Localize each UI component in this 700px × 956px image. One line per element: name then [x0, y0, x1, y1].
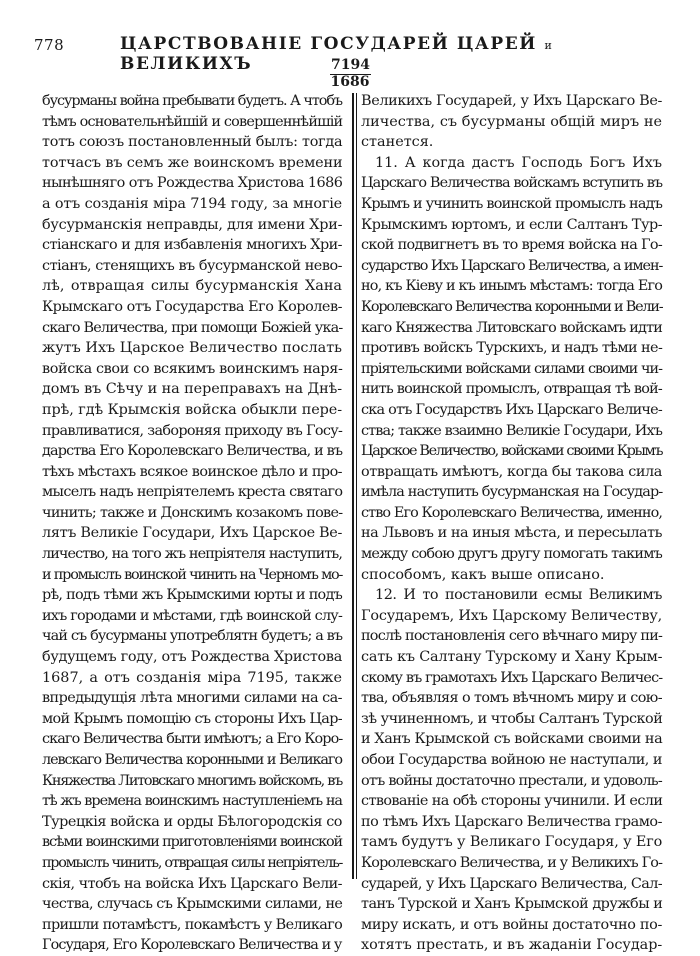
text-line: 11. А когда дастъ Господь Богъ Ихъ — [375, 154, 662, 171]
text-line: мыселъ надъ непріятелемъ креста святаго — [42, 484, 343, 501]
text-line: зѣ учиненномъ, и чтобы Салтанъ Турской — [361, 710, 663, 727]
text-line: но, къ Кіеву и къ инымъ мѣстамъ: тогда Его — [361, 278, 663, 295]
text-line: отвращать имѣютъ, когда бы такова сила — [361, 463, 662, 480]
year-christ: 1686 — [330, 74, 370, 90]
text-line: послѣ постановленія сего вѣчнаго миру пи- — [361, 628, 663, 645]
text-line: Крымскимъ юртомъ, и если Салтанъ Тур- — [361, 216, 663, 233]
text-line: бусурманы война пребывати будетъ. А чтобъ — [42, 93, 342, 109]
text-line: Крымскаго отъ Государства Его Королев- — [42, 298, 342, 315]
text-line: скія, чтобъ на войска Ихъ Царскаго Вели- — [42, 875, 342, 892]
running-head-conjunction: и — [544, 39, 552, 52]
left-column — [42, 91, 342, 956]
text-line: тва, объявляя о томъ вѣчномъ миру и сою- — [361, 690, 662, 707]
year-fraction — [330, 58, 370, 90]
text-line: чинить; также и Донскимъ козакомъ пове- — [42, 504, 343, 521]
text-line: жутъ Ихъ Царское Величество послать — [42, 340, 342, 357]
text-line: по тѣмъ Ихъ Царскаго Величества грамо- — [361, 813, 662, 830]
text-line: промыслъ чинить, отвращая силы непріятель- — [42, 854, 343, 871]
text-line: Крымъ и учинить воинской промыслъ надъ — [361, 195, 663, 212]
text-line: ска отъ Государствъ Ихъ Царскаго Величе- — [361, 401, 662, 418]
text-line: между собою другъ другу помогать такимъ — [361, 546, 663, 563]
text-line: тотчасъ въ семъ же воинскомъ времени — [42, 154, 343, 171]
text-line: пріятельскими войсками силами своими чи- — [361, 360, 662, 377]
text-line: способомъ, какъ выше описано. — [361, 566, 605, 583]
text-line: тамъ будутъ у Великаго Государя, у Его — [361, 834, 663, 851]
text-line: 12. И то постановили есмы Великимъ — [375, 587, 662, 604]
text-line: противъ войскъ Турскихъ, и надъ тѣми не- — [361, 340, 663, 357]
text-line: скому въ грамотахъ Ихъ Царскаго Величес- — [361, 669, 663, 686]
text-line: всѣми воинскими приготовленіями воинской — [42, 834, 343, 851]
text-line: тѣ жъ времена воинскимъ наступленіемъ на — [42, 793, 342, 810]
text-line: тѣхъ мѣстахъ всякое воинское дѣло и про- — [42, 463, 342, 480]
text-line: обои Государства войною не наступали, и — [361, 752, 662, 768]
text-line: стіанскаго и для избавленія многихъ Хри- — [42, 237, 342, 254]
text-line: каго Княжества Литовскаго войскамъ идти — [361, 319, 662, 336]
text-line: нынѣшняго отъ Рождества Христова 1686 — [42, 175, 343, 192]
right-column — [361, 91, 662, 956]
text-line: Государя, Его Королевскаго Величества и у — [42, 937, 342, 954]
text-line: мой Крымъ помощію съ стороны Ихъ Цар- — [42, 710, 342, 727]
text-line: Великихъ Государей, у Ихъ Царскаго Ве- — [361, 93, 663, 109]
text-line: личество, на того жъ непріятеля наступить, — [42, 546, 342, 563]
column-divider-rule — [356, 93, 358, 879]
text-line: нить воинской промыслъ, отвращая тѣ вой- — [361, 381, 662, 398]
text-line: лятъ Великіе Государи, Ихъ Царское Ве- — [42, 525, 343, 542]
text-line: лѣ, отвращая силы бусурманскія Хана — [42, 278, 342, 295]
text-line: Королевскаго Величества, и у Великихъ Го- — [361, 854, 663, 871]
text-line: чества, случась съ Крымскими силами, не — [42, 896, 343, 913]
text-line: ствованіе на обѣ стороны учинили. И если — [361, 793, 663, 810]
text-line: ской подвигнетъ въ то время войска на Го- — [361, 237, 663, 254]
running-head-part2: ВЕЛИКИХЪ — [120, 54, 253, 74]
text-line: рѣ, подъ тѣми жъ Крымскими юрты и подъ — [42, 587, 343, 604]
text-line: скаго Величества, при помощи Божіей ука- — [42, 319, 343, 336]
year-world: 7194 — [331, 57, 370, 73]
column-divider-rule — [352, 93, 354, 879]
text-line: на Львовъ и на иныя мѣста, и пересылать — [361, 525, 663, 542]
text-line: Царское Величество, войсками своими Крымъ — [361, 443, 663, 460]
text-line: тѣмъ основательнѣйшій и совершеннѣйшій — [42, 113, 343, 130]
text-line: левскаго Величества коронными и Великаго — [42, 752, 342, 768]
text-line: 1687, а отъ созданія міра 7195, также — [42, 669, 342, 686]
text-line: танъ Турской и Ханъ Крымской дружбы и — [361, 896, 663, 913]
text-line: и промыслъ воинской чинить на Черномъ мо- — [42, 566, 343, 583]
text-line: впредыдущія лѣта многими силами на са- — [42, 690, 342, 707]
text-line: стіанъ, стенящихъ въ бусурманской нево- — [42, 257, 342, 274]
running-head-part1: ЦАРСТВОВАНІЕ ГОСУДАРЕЙ ЦАРЕЙ — [120, 34, 537, 54]
text-line: сударство Ихъ Царскаго Величества, а имен- — [361, 257, 663, 274]
text-line: и Ханъ Крымской съ войсками своими на — [361, 731, 663, 748]
text-line: бусурманскія неправды, для имени Хри- — [42, 216, 343, 233]
page-number: 778 — [34, 36, 65, 54]
text-line: Царскаго Величества войскамъ вступить въ — [361, 175, 663, 192]
text-line: имѣла наступить бусурманская на Государ- — [361, 484, 663, 501]
text-line: пришли потамѣстъ, покамѣстъ у Великаго — [42, 916, 343, 933]
text-line: ихъ городами и мѣстами, гдѣ воинской слу- — [42, 607, 342, 624]
text-line: а отъ созданія міра 7194 году, за многіе — [42, 195, 342, 212]
text-line: сударей, у Ихъ Царскаго Величества, Сал- — [361, 875, 662, 892]
text-line: станется. — [361, 134, 434, 151]
text-line: Турецкія войска и орды Бѣлогородскія со — [42, 813, 342, 830]
text-line: дарства Его Королевскаго Величества, и въ — [42, 443, 343, 460]
text-line: ство Его Королевскаго Величества, именно, — [361, 504, 662, 521]
text-line: Королевскаго Величества коронными и Вели- — [361, 298, 663, 315]
text-line: скаго Величества быти имѣютъ; а Его Коро- — [42, 731, 343, 748]
text-line: миру искать, и отъ войны достаточно по- — [361, 916, 662, 933]
text-line: отъ войны достаточно престали, и удоволь- — [361, 772, 662, 789]
text-line: тотъ союзъ постановленный былъ: тогда — [42, 134, 343, 151]
text-line: прѣ, гдѣ Крымскія войска обыкли пере- — [42, 401, 342, 418]
text-line: ства; также взаимно Великіе Государи, Ихъ — [361, 422, 662, 439]
text-line: личества, съ бусурманы общій миръ не — [361, 113, 662, 130]
text-line: Государемъ, Ихъ Царскому Величеству, — [361, 607, 663, 624]
text-line: домъ въ Сѣчу и на переправахъ на Днѣ- — [42, 381, 342, 398]
text-line: чай съ бусурманы употреблятн будетъ; а въ — [42, 628, 343, 645]
text-line: хотятъ престать, и въ жаданіи Государ- — [361, 937, 663, 954]
text-line: сать къ Салтану Турскому и Хану Крым- — [361, 649, 663, 666]
text-line: правливатися, забороняя приходу въ Госу- — [42, 422, 343, 439]
text-line: войска свои со всякимъ воинскимъ наря- — [42, 360, 343, 377]
text-line: будущемъ году, отъ Рождества Христова — [42, 649, 342, 666]
text-line: Княжества Литовскаго многимъ войскомъ, въ — [42, 772, 342, 789]
